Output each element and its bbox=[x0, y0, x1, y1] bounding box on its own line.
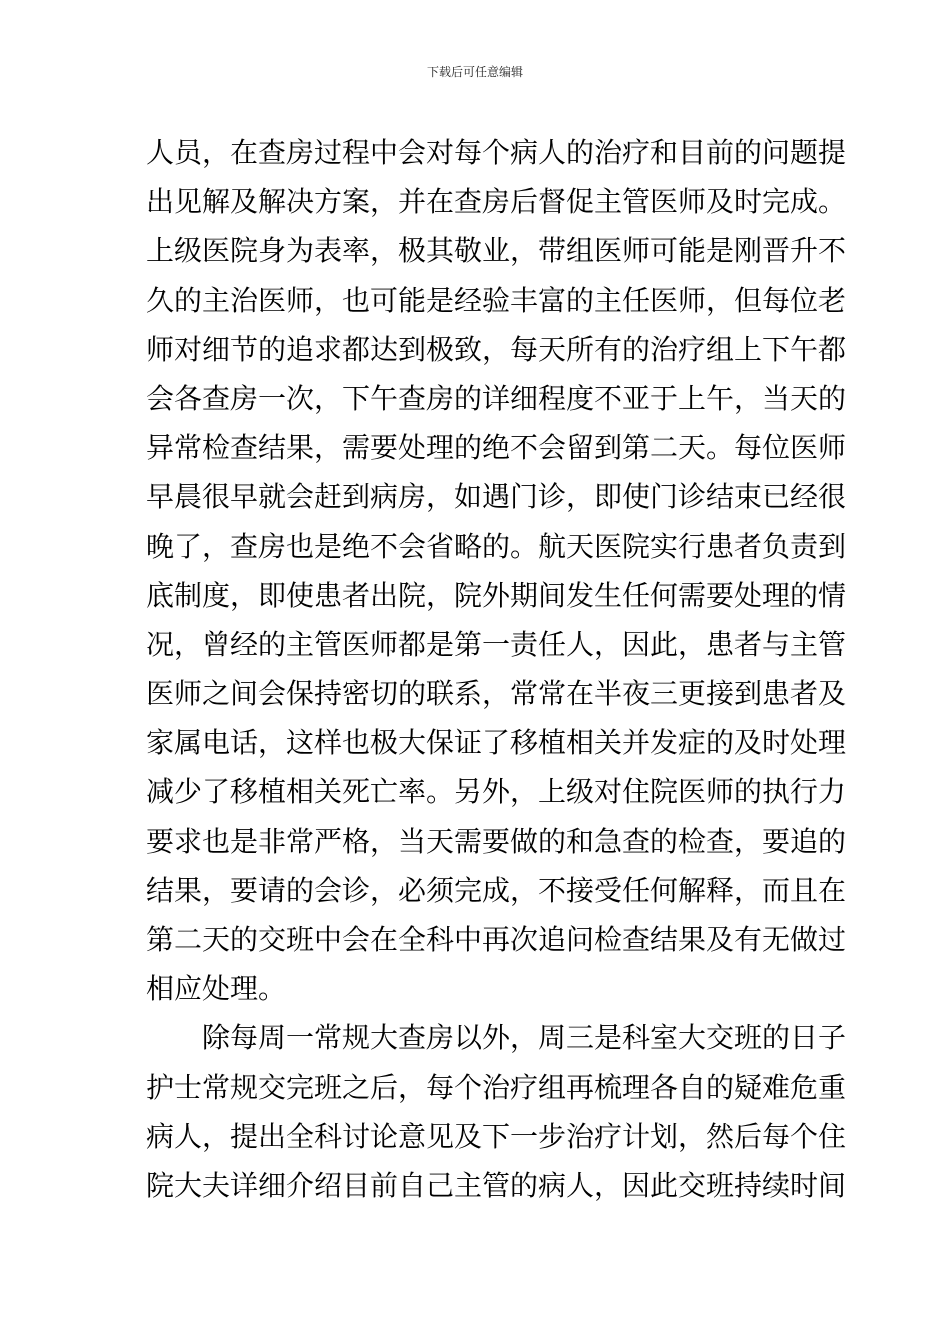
document-body bbox=[146, 128, 847, 1210]
page-header: 下载后可任意编辑 bbox=[426, 65, 523, 79]
text-line: 况，曾经的主管医师都是第一责任人，因此，患者与主管 bbox=[146, 627, 847, 661]
text-line: 底制度，即使患者出院，院外期间发生任何需要处理的情 bbox=[146, 578, 847, 612]
text-line: 病人，提出全科讨论意见及下一步治疗计划，然后每个住 bbox=[146, 1119, 847, 1153]
text-line: 院大夫详细介绍目前自己主管的病人，因此交班持续时间 bbox=[146, 1168, 847, 1202]
text-line-paragraph-start: 除每周一常规大查房以外，周三是科室大交班的日子 bbox=[202, 1021, 847, 1055]
text-line: 上级医院身为表率，极其敬业，带组医师可能是刚晋升不 bbox=[146, 234, 847, 268]
text-line: 护士常规交完班之后，每个治疗组再梳理各自的疑难危重 bbox=[146, 1070, 847, 1104]
text-line: 要求也是非常严格，当天需要做的和急查的检查，要追的 bbox=[146, 824, 847, 858]
text-line: 早晨很早就会赶到病房，如遇门诊，即使门诊结束已经很 bbox=[146, 480, 847, 514]
text-line: 久的主治医师，也可能是经验丰富的主任医师，但每位老 bbox=[146, 283, 847, 317]
text-line: 出见解及解决方案，并在查房后督促主管医师及时完成。 bbox=[146, 185, 847, 219]
text-line: 晚了，查房也是绝不会省略的。航天医院实行患者负责到 bbox=[146, 529, 847, 563]
text-line: 医师之间会保持密切的联系，常常在半夜三更接到患者及 bbox=[146, 677, 847, 711]
text-line: 人员，在查房过程中会对每个病人的治疗和目前的问题提 bbox=[146, 136, 847, 169]
text-line: 师对细节的追求都达到极致，每天所有的治疗组上下午都 bbox=[146, 332, 847, 366]
text-line: 结果，要请的会诊，必须完成，不接受任何解释，而且在 bbox=[146, 873, 847, 907]
text-line: 异常检查结果，需要处理的绝不会留到第二天。每位医师 bbox=[146, 431, 847, 465]
text-line: 第二天的交班中会在全科中再次追问检查结果及有无做过 bbox=[146, 923, 847, 956]
text-line: 会各查房一次，下午查房的详细程度不亚于上午，当天的 bbox=[146, 381, 847, 415]
text-line: 减少了移植相关死亡率。另外，上级对住院医师的执行力 bbox=[146, 775, 847, 809]
text-line-paragraph-end: 相应处理。 bbox=[146, 972, 287, 1006]
text-line: 家属电话，这样也极大保证了移植相关并发症的及时处理 bbox=[146, 726, 847, 760]
